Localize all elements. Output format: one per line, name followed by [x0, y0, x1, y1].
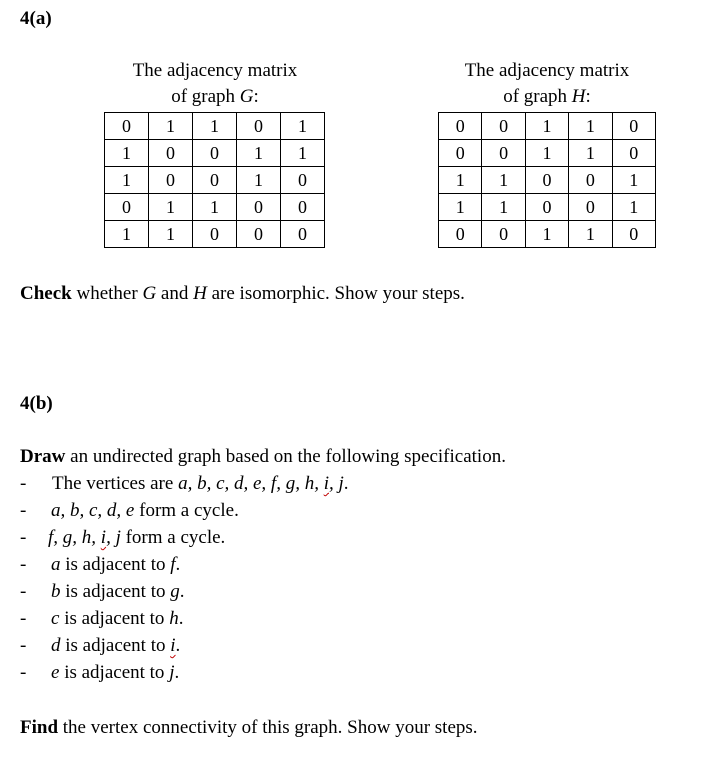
matrix-g-row [105, 194, 325, 221]
matrix-g-row [105, 221, 325, 248]
matrix-g-cell: 1 [281, 113, 325, 140]
matrix-h-row [439, 167, 656, 194]
matrix-g-cell: 0 [193, 221, 237, 248]
matrix-h-cell: 1 [482, 167, 525, 194]
matrix-h-cell: 1 [525, 140, 568, 167]
matrix-g-cell: 1 [281, 140, 325, 167]
matrix-g-cell: 1 [105, 140, 149, 167]
matrix-g-caption-line2: of graph G: [171, 86, 259, 107]
matrix-g-table [104, 112, 325, 248]
matrix-h-row [439, 113, 656, 140]
spec-bullet-5: - b is adjacent to g. [20, 581, 185, 602]
matrix-h-cell: 0 [612, 221, 655, 248]
spec-bullet-7: - d is adjacent to i. [20, 635, 181, 656]
spec-bullet-8: - e is adjacent to j. [20, 662, 180, 683]
matrix-h-cell: 0 [482, 221, 525, 248]
matrix-h-cell: 1 [569, 140, 612, 167]
matrix-g-cell: 1 [149, 221, 193, 248]
matrix-g-cell: 0 [237, 221, 281, 248]
matrix-h-cell: 1 [482, 194, 525, 221]
matrix-g-cell: 0 [237, 113, 281, 140]
bullet-marker: - [20, 500, 27, 521]
matrix-h-caption-line2: of graph H: [503, 86, 591, 107]
matrix-g-cell: 0 [193, 140, 237, 167]
matrix-h-cell: 1 [525, 113, 568, 140]
bullet-marker: - [20, 473, 27, 494]
matrix-h-cell: 0 [525, 167, 568, 194]
matrix-g-cell: 1 [149, 194, 193, 221]
matrix-h-cell: 0 [482, 140, 525, 167]
bullet-marker: - [20, 554, 27, 575]
matrix-g-cell: 1 [105, 221, 149, 248]
section-b-task: Find the vertex connectivity of this graph. Show your steps. [20, 717, 478, 738]
bullet-marker: - [20, 608, 27, 629]
matrix-g-caption [95, 58, 335, 110]
matrix-g-cell: 1 [237, 167, 281, 194]
matrix-g-row [105, 113, 325, 140]
matrix-h-cell: 1 [439, 167, 482, 194]
matrix-h-cell: 0 [482, 113, 525, 140]
matrix-h-cell: 0 [612, 140, 655, 167]
matrix-g-cell: 1 [193, 113, 237, 140]
matrix-g-cell: 0 [281, 194, 325, 221]
section-a-question: Check whether G and H are isomorphic. Show your steps. [20, 283, 465, 304]
spec-bullet-4: - a is adjacent to f. [20, 554, 181, 575]
matrix-h-cell: 0 [439, 140, 482, 167]
matrix-h-row [439, 140, 656, 167]
matrix-g-cell: 0 [193, 167, 237, 194]
matrix-g-row [105, 140, 325, 167]
matrix-h-cell: 1 [612, 167, 655, 194]
matrix-g-caption-line1: The adjacency matrix [132, 60, 298, 81]
matrix-h-row [439, 194, 656, 221]
matrix-g-cell: 0 [281, 167, 325, 194]
matrix-h-cell: 1 [612, 194, 655, 221]
section-b-intro: Draw an undirected graph based on the following specification. [20, 446, 506, 467]
matrix-h-caption [427, 58, 667, 110]
matrix-h-cell: 1 [439, 194, 482, 221]
matrix-h-row [439, 221, 656, 248]
section-b-heading: 4(b) [20, 393, 53, 414]
matrix-g-row [105, 167, 325, 194]
matrix-h-cell: 1 [525, 221, 568, 248]
matrix-g-cell: 0 [105, 194, 149, 221]
matrix-g-cell: 1 [193, 194, 237, 221]
spec-bullet-1: - The vertices are a, b, c, d, e, f, g, h, i, j. [20, 473, 349, 494]
matrix-g-cell: 1 [237, 140, 281, 167]
matrix-h-cell: 0 [525, 194, 568, 221]
matrix-h-cell: 0 [569, 194, 612, 221]
spec-bullet-6: - c is adjacent to h. [20, 608, 184, 629]
bullet-marker: - [20, 581, 27, 602]
matrix-h-cell: 1 [569, 113, 612, 140]
matrix-g-cell: 0 [237, 194, 281, 221]
spec-bullet-3: - f, g, h, i, j form a cycle. [20, 527, 226, 548]
bullet-marker: - [20, 527, 27, 548]
matrix-h-cell: 0 [439, 113, 482, 140]
matrix-h-cell: 1 [569, 221, 612, 248]
bullet-marker: - [20, 635, 27, 656]
matrix-g-cell: 1 [105, 167, 149, 194]
matrix-g-cell: 0 [149, 140, 193, 167]
matrix-h-cell: 0 [569, 167, 612, 194]
matrix-g-cell: 0 [281, 221, 325, 248]
spec-bullet-2: - a, b, c, d, e form a cycle. [20, 500, 239, 521]
matrix-h-table [438, 112, 656, 248]
matrix-g-cell: 1 [149, 113, 193, 140]
matrix-h-cell: 0 [612, 113, 655, 140]
matrix-g-cell: 0 [149, 167, 193, 194]
matrix-h-cell: 0 [439, 221, 482, 248]
matrix-g-cell: 0 [105, 113, 149, 140]
bullet-marker: - [20, 662, 27, 683]
section-a-heading: 4(a) [20, 8, 52, 29]
matrix-h-caption-line1: The adjacency matrix [464, 60, 630, 81]
